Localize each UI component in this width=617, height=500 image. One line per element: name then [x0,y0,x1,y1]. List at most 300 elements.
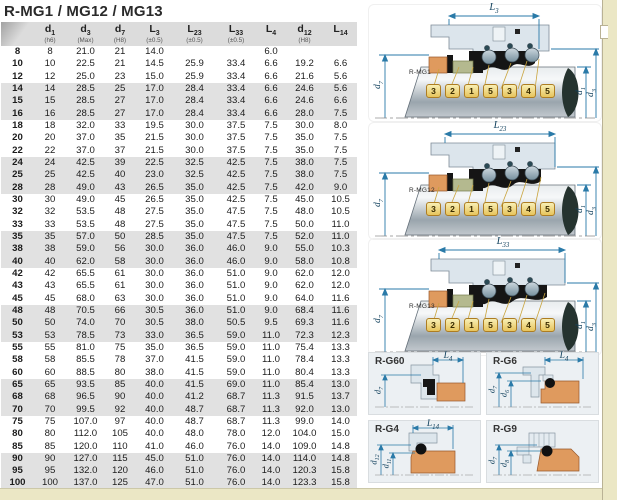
table-cell: 40 [12,255,23,267]
table-cell: 50.0 [295,218,314,230]
table-cell: 14.0 [261,452,281,464]
dim-d7-label: $d_7$ [486,385,500,394]
column-header: $L_4$ [257,22,285,46]
table-cell: 40.0 [145,428,164,440]
table-cell: 99.0 [295,415,314,427]
table-cell: 114.0 [292,452,317,464]
table-cell: 7.5 [333,132,348,144]
table-cell: 95 [44,465,56,477]
table-row [1,120,357,132]
table-cell: 32.5 [185,169,204,181]
table-cell: 27.5 [145,206,164,218]
table-row [1,391,357,403]
panel-rg6 [486,352,599,415]
table-cell: 14.0 [261,440,281,452]
table-cell: 88.5 [76,366,95,378]
table-cell: 39 [114,156,126,168]
table-cell: 73 [114,329,126,341]
table-cell: 93.5 [76,378,95,390]
table-cell: 75 [44,415,56,427]
table-cell: 61 [114,280,126,292]
table-row [1,317,357,329]
table-cell: 68.4 [295,304,314,316]
table-cell: 37.0 [76,144,95,156]
table-cell: 53.5 [76,218,95,230]
table-cell: 12.0 [331,280,350,292]
column-header: $L_{14}$ [324,22,357,46]
column-header: $d_3$ (Max) [66,22,105,46]
table-cell: 22.5 [76,58,95,70]
page-edge-notch [600,25,608,39]
table-cell: 10.3 [331,243,350,255]
table-cell: 65.5 [76,267,95,279]
table-row [1,280,357,292]
table-cell: 6.0 [264,46,278,57]
table-cell: 35.0 [295,132,314,144]
table-row [1,342,357,354]
table-row [1,367,357,379]
table-cell: 7.5 [264,132,278,144]
table-cell: 43 [44,280,56,292]
table-cell: 75 [114,341,126,353]
table-cell: 48 [44,304,56,316]
table-cell: 6.6 [264,58,278,70]
table-cell: 68.0 [76,292,95,304]
table-row [1,46,357,58]
table-cell: 51.0 [185,477,204,489]
table-row [1,441,357,453]
panel-title: R-G9 [493,424,517,435]
table-cell: 33 [12,218,23,230]
table-cell: 30.0 [145,280,164,292]
table-cell: 80.4 [295,366,314,378]
table-cell: 42.5 [76,169,95,181]
table-cell: 22.5 [145,156,164,168]
table-cell: 45.0 [145,452,164,464]
table-cell: 51.0 [226,280,246,292]
diagram-rmg13 [368,238,602,356]
table-cell: 46.0 [226,255,246,267]
table-cell: 59.0 [226,366,246,378]
table-cell: 6.6 [333,95,348,107]
table-cell: 51.0 [185,452,204,464]
table-cell: 55 [44,341,56,353]
table-cell: 10.5 [331,206,350,218]
table-cell: 9.0 [264,280,278,292]
table-cell: 10.8 [331,255,350,267]
table-cell: 23.0 [145,169,164,181]
table-cell: 49.0 [76,181,95,193]
table-row [1,231,357,243]
table-row [1,169,357,181]
column-header: $L_{23}$ (±0.5) [174,22,215,46]
table-row [1,453,357,465]
part-tag: 4 [521,318,536,332]
table-cell: 8 [47,46,53,57]
table-cell: 76.0 [226,477,246,489]
table-cell: 70.5 [76,304,95,316]
table-cell: 80 [44,428,56,440]
table-cell: 35 [44,230,56,242]
table-cell: 25.0 [76,70,95,82]
table-cell: 62.0 [76,255,95,267]
table-cell: 33 [114,119,126,131]
part-tag: 1 [464,84,479,98]
table-cell: 14.8 [331,440,350,452]
table-cell: 42.5 [76,156,95,168]
table-cell: 7.5 [333,156,348,168]
table-cell: 70 [12,403,23,415]
table-cell: 13.0 [331,378,350,390]
table-cell: 36.0 [185,292,204,304]
table-cell: 64.0 [295,292,314,304]
table-cell: 78 [114,354,126,366]
table-cell: 58 [12,354,23,366]
table-cell: 60 [44,366,56,378]
dim-l3-label: $L_3$ [489,2,499,16]
table-cell: 48.0 [185,428,204,440]
header-row [1,22,357,46]
table-cell: 13.3 [331,341,350,353]
table-cell: 13.0 [331,403,350,415]
part-tag: 5 [483,202,498,216]
table-cell: 19.2 [295,58,314,70]
table-cell: 81.0 [76,341,95,353]
table-cell: 30.0 [185,119,204,131]
table-cell: 9.0 [264,292,278,304]
part-tag: 2 [445,202,460,216]
table-cell: 50.5 [226,317,246,329]
table-cell: 14.5 [145,58,164,70]
table-cell: 68.7 [226,403,246,415]
table-cell: 65 [44,378,56,390]
table-cell: 35.0 [295,144,314,156]
table-cell: 40.0 [145,391,164,403]
diagram-rmg12 [368,122,602,240]
table-cell: 109.0 [292,440,317,452]
table-cell: 25 [44,169,56,181]
table-cell: 19.5 [145,119,164,131]
table-cell: 13.3 [331,354,350,366]
table-cell: 74.0 [76,317,95,329]
table-cell: 78.0 [226,428,246,440]
table-row [1,58,357,70]
table-cell: 40 [44,255,56,267]
table-cell: 28.5 [76,107,95,119]
table-cell: 42.5 [226,169,246,181]
table-cell: 28.5 [76,95,95,107]
table-cell: 36.0 [185,304,204,316]
table-cell: 15.0 [145,70,164,82]
table-cell: 48.7 [185,403,204,415]
table-cell: 48 [12,304,23,316]
table-cell: 90 [114,391,126,403]
table-row [1,416,357,428]
table-cell: 58 [44,354,56,366]
table-cell: 41.5 [185,378,204,390]
table-cell: 25 [12,169,23,181]
table-cell: 96.5 [76,391,95,403]
table-row [1,256,357,268]
table-cell: 28 [12,181,23,193]
table-cell: 35.0 [185,193,204,205]
table-cell: 30.0 [295,119,314,131]
dim-d3-label: $d_3$ [586,323,598,331]
part-tag: 3 [426,84,441,98]
column-header: $d_1$ (h6) [34,22,66,46]
table-cell: 7.5 [264,230,278,242]
table-cell: 95 [12,465,23,477]
table-cell: 9.0 [264,304,278,316]
table-cell: 78.4 [295,354,314,366]
part-tag: 2 [445,318,460,332]
table-cell: 11.0 [262,366,280,378]
table-cell: 11.0 [262,378,280,390]
table-cell: 30.0 [145,292,164,304]
table-cell: 21 [114,58,126,70]
table-row [1,132,357,144]
table-cell: 7.5 [264,181,278,193]
table-cell: 66 [114,304,126,316]
table-cell: 38 [12,243,23,255]
table-cell: 28.4 [185,95,204,107]
table-cell: 35 [12,230,23,242]
dim-d7-label: $d_7$ [372,386,386,395]
table-cell: 47.5 [226,206,246,218]
table-cell: 36.0 [185,267,204,279]
table-cell: 127.0 [73,452,98,464]
table-cell: 24 [12,156,23,168]
panel-title: R-G60 [375,356,405,367]
table-cell: 7.5 [264,169,278,181]
table-cell: 11.0 [331,218,350,230]
table-body [1,46,357,490]
table-cell: 33.4 [226,58,246,70]
table-cell: 63 [114,292,126,304]
table-cell: 7.5 [264,218,278,230]
table-cell: 59.0 [226,354,246,366]
panel-title: R-G6 [493,356,517,367]
table-cell: 11.0 [262,329,280,341]
table-cell: 11.0 [262,354,280,366]
table-cell: 33.0 [145,329,164,341]
table-cell [215,46,257,58]
dim-d7-label: $d_7$ [373,81,385,89]
dim-l14-label: $L_{14}$ [426,419,440,431]
table-cell: 27 [114,107,126,119]
part-tag: 2 [445,84,460,98]
table-cell: 46.0 [145,465,164,477]
table-cell: 15 [44,95,56,107]
table-cell: 35.0 [145,341,164,353]
table-cell: 38.0 [295,156,314,168]
table-cell: 6.6 [333,58,348,70]
table-cell: 9.0 [264,267,278,279]
table-cell: 58.0 [295,255,314,267]
table-cell: 57.0 [76,230,95,242]
table-cell: 25.9 [185,58,204,70]
table-cell: 11.6 [331,292,350,304]
table-cell: 125 [111,477,128,489]
table-cell: 33 [44,218,56,230]
part-tag: 3 [426,318,441,332]
table-row [1,465,357,477]
table-cell: 33.4 [226,82,246,94]
table-cell: 45 [12,292,23,304]
table-row [1,182,357,194]
table-row [1,83,357,95]
table-cell: 7.5 [264,119,278,131]
table-cell: 32 [12,206,23,218]
table-cell: 37.0 [76,132,95,144]
table-cell: 37.5 [226,132,246,144]
column-header: $L_3$ (±0.5) [135,22,174,46]
part-number-tags [426,318,555,332]
table-cell: 91.5 [295,391,314,403]
table-cell: 40 [114,169,126,181]
part-tag: 3 [502,202,517,216]
table-cell: 11.3 [262,403,280,415]
column-header: $L_{33}$ (±0.5) [215,22,257,46]
table-cell: 46.0 [226,243,246,255]
table-cell: 47.5 [226,230,246,242]
table-cell: 37.5 [226,119,246,131]
table-cell: 105 [111,428,128,440]
diagram-title-mg1: R-MG1 [409,69,431,76]
table-cell: 137.0 [73,477,98,489]
table-cell: 41.2 [185,391,204,403]
table-cell: 38.0 [185,317,204,329]
dim-d8-label: $d_8$ [498,459,512,468]
table-cell: 14.0 [145,46,164,57]
table-cell: 24 [44,156,56,168]
table-cell: 30 [12,193,23,205]
table-cell: 30.0 [145,255,164,267]
table-cell: 41.5 [185,366,204,378]
table-cell [174,46,215,58]
dim-d1-label: $d_1$ [575,321,587,329]
seal-ring [453,61,473,73]
panel-rg4 [368,420,481,483]
table-cell: 11.6 [331,304,350,316]
table-cell: 60 [12,366,23,378]
table-cell: 7.5 [264,156,278,168]
seal-cross-section-mg13 [369,239,601,355]
table-cell: 75.4 [295,341,314,353]
table-cell: 7.5 [333,107,348,119]
table-cell: 7.5 [333,169,348,181]
table-cell: 32 [44,206,56,218]
table-cell: 17.0 [145,107,164,119]
table-cell: 33.4 [226,95,246,107]
table-cell: 40.0 [145,378,164,390]
table-cell: 21 [114,46,126,57]
table-cell: 12.0 [261,428,281,440]
table-cell: 85 [114,378,126,390]
table-cell: 53 [12,329,23,341]
part-tag: 5 [483,318,498,332]
table-cell: 14.0 [261,465,281,477]
dim-d7-label: $d_7$ [373,315,385,323]
table-cell: 65.5 [76,280,95,292]
table-cell: 76.0 [226,465,246,477]
table-cell [324,46,357,58]
table-cell: 28.4 [185,82,204,94]
table-cell: 78.5 [76,329,95,341]
table-cell: 38 [44,243,56,255]
table-cell: 15.0 [331,428,350,440]
table-cell: 56 [114,243,126,255]
table-cell: 16 [44,107,56,119]
table-cell: 6.6 [264,70,278,82]
dim-l33-label: $L_{33}$ [496,236,510,250]
dim-d1-label: $d_1$ [575,87,587,95]
table-cell: 45 [114,193,126,205]
table-cell: 100 [9,477,26,489]
table-cell: 11.3 [262,391,280,403]
table-cell: 46.0 [185,440,204,452]
table-cell: 33.4 [226,70,246,82]
table-cell: 61 [114,267,126,279]
table-cell: 5.6 [333,82,348,94]
table-cell: 32.0 [76,119,95,131]
table-cell: 59.0 [226,341,246,353]
table-cell: 9.5 [264,317,278,329]
table-cell: 21.0 [76,46,95,57]
seal-cross-section-mg1 [369,5,601,121]
table-cell: 120 [111,465,128,477]
table-cell: 22 [12,144,23,156]
table-cell: 50 [114,230,126,242]
table-cell: 11.6 [331,317,350,329]
table-cell: 7.5 [333,144,348,156]
table-cell: 30.0 [145,243,164,255]
table-cell: 51.0 [226,304,246,316]
table-cell: 27.5 [145,218,164,230]
table-cell: 99.5 [76,403,95,415]
table-cell: 20 [12,132,23,144]
table-cell: 9.0 [264,255,278,267]
seal-ring [453,295,473,307]
table-cell: 7.5 [264,144,278,156]
table-cell: 59.0 [76,243,95,255]
table-cell: 14 [44,82,56,94]
table-cell: 30.0 [185,132,204,144]
table-cell: 35.0 [185,206,204,218]
table-cell: 18 [12,119,23,131]
table-cell: 12.0 [331,267,350,279]
table-cell: 8.0 [333,119,348,131]
table-cell: 11.0 [331,230,350,242]
table-cell: 36.0 [185,280,204,292]
table-cell: 68 [44,391,56,403]
table-cell: 25.9 [185,70,204,82]
table-cell: 33.4 [226,107,246,119]
table-cell: 80 [12,428,23,440]
table-cell: 43 [114,181,126,193]
table-cell: 21.6 [295,70,314,82]
table-cell: 62.0 [295,280,314,292]
table-cell: 42 [12,267,23,279]
table-cell: 55.0 [295,243,314,255]
dim-d7-label: $d_7$ [373,199,385,207]
table-cell: 48 [114,218,126,230]
table-cell: 110 [112,440,128,452]
table-cell [285,46,324,58]
dim-d3-label: $d_3$ [586,89,598,97]
table-row [1,194,357,206]
table-cell: 10 [44,58,56,70]
